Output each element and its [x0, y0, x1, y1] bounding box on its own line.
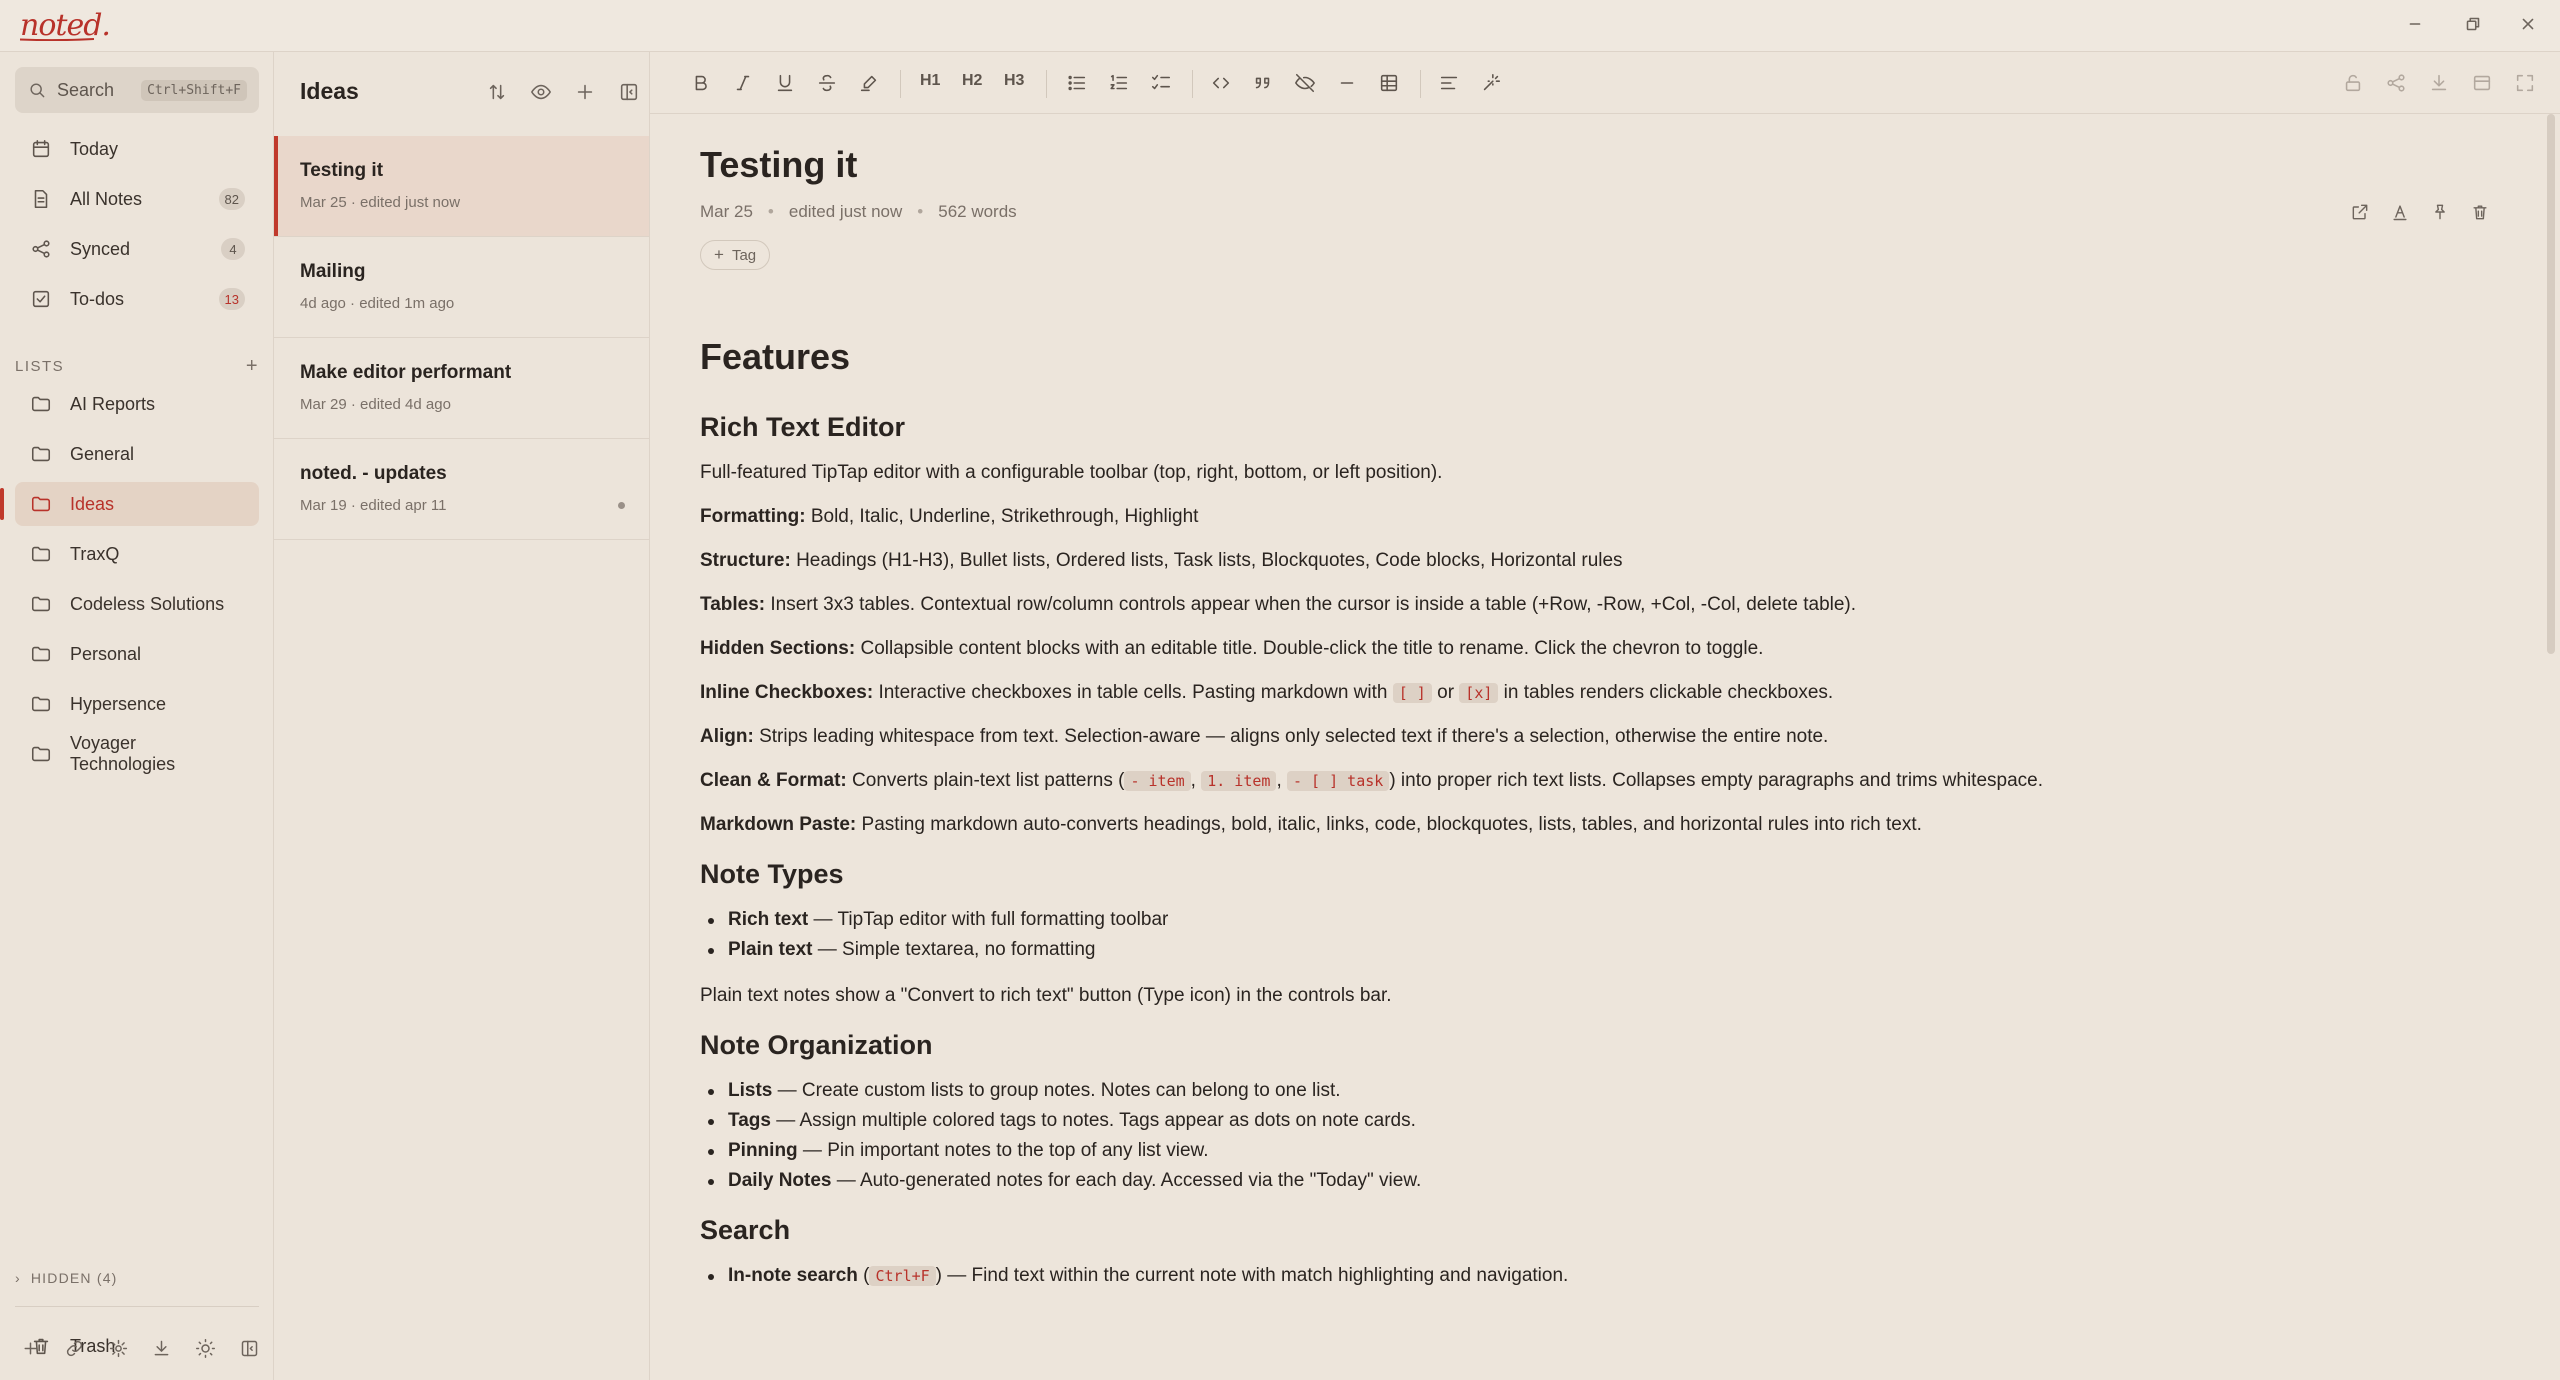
magic-wand-icon [1480, 72, 1502, 94]
note-date: Mar 25 [700, 202, 753, 221]
toolbar-separator [1420, 70, 1421, 98]
list-item-label: Hypersence [70, 693, 167, 714]
bold-icon [690, 72, 712, 94]
nav-all-notes[interactable] [15, 177, 259, 221]
list-item-voyager-technologies[interactable] [15, 732, 259, 776]
editor-scrollbar[interactable] [2547, 114, 2555, 654]
note-card[interactable] [274, 338, 649, 439]
hidden-section-button[interactable] [1294, 72, 1316, 94]
clean-format-button[interactable] [1480, 72, 1502, 94]
lock-open-icon [2342, 72, 2364, 94]
note-meta [700, 202, 1017, 222]
meta-separator: • [917, 202, 924, 221]
paragraph: Markdown Paste: Pasting markdown auto-converts headings, bold, italic, links, code, blockquotes, lists, tables, and horizontal rules into rich text. [700, 814, 1922, 835]
add-tag-label: Tag [731, 246, 757, 264]
list-item: Pinning — Pin important notes to the top of any list view. [700, 1139, 2520, 1163]
checkbox-icon [30, 288, 52, 310]
external-link-icon[interactable] [2350, 202, 2370, 222]
add-list-button[interactable]: + [245, 355, 259, 377]
nav-trash-label: Trash [70, 1335, 116, 1356]
list-item: Rich text — TipTap editor with full formatting toolbar [700, 908, 2520, 932]
note-card-meta: 4d ago · edited 1m ago [300, 295, 455, 312]
note-edited: edited just now [788, 202, 903, 221]
list-item: Tags — Assign multiple colored tags to notes. Tags appear as dots on note cards. [700, 1109, 2520, 1133]
share-button[interactable] [2385, 72, 2407, 94]
plus-icon[interactable] [20, 1338, 41, 1359]
document-icon [30, 188, 52, 210]
code-button[interactable] [1210, 72, 1232, 94]
logo-underline [20, 38, 94, 41]
note-card-meta: Mar 25 · edited just now [300, 194, 461, 211]
toolbar-separator [1192, 70, 1193, 98]
fullscreen-button[interactable] [2514, 72, 2536, 94]
nav-synced-label: Synced [70, 238, 131, 259]
synced-count: 4 [221, 238, 245, 260]
heading2-button[interactable]: H2 [962, 72, 983, 89]
toolbar-separator [900, 70, 901, 98]
note-card-meta: Mar 19 · edited apr 11 [300, 497, 447, 514]
paragraph: Structure: Headings (H1-H3), Bullet lists, Ordered lists, Task lists, Blockquotes, Code blocks, Horizontal rules [700, 550, 1623, 571]
sidebar-footer [20, 1335, 260, 1359]
sort-icon[interactable] [486, 81, 508, 103]
share-icon [30, 238, 52, 260]
calendar-icon [30, 138, 52, 160]
list-item-label: Ideas [70, 493, 115, 514]
app-logo: noted. [20, 8, 110, 43]
list-item-personal[interactable] [15, 632, 259, 676]
share-icon [2385, 72, 2407, 94]
bullet-list-button[interactable] [1066, 72, 1088, 94]
inline-code: Ctrl+F [869, 1266, 935, 1286]
plus-icon[interactable] [574, 81, 596, 103]
inline-code: - [ ] task [1287, 771, 1389, 791]
folder-icon [30, 443, 52, 465]
paragraph: Tables: Insert 3x3 tables. Contextual row/column controls appear when the cursor is inside a table (+Row, -Row, +Col, -Col, delete table). [700, 594, 1857, 615]
close-window-button[interactable] [2517, 13, 2543, 39]
note-card[interactable] [274, 439, 649, 540]
type-icon[interactable] [2390, 202, 2410, 222]
search-button[interactable] [15, 67, 259, 113]
meta-separator: • [767, 202, 774, 221]
note-title[interactable]: Testing it [700, 144, 858, 185]
heading-note-organization: Note Organization [700, 1030, 933, 1060]
highlighter-icon [858, 72, 880, 94]
inline-code: [ ] [1393, 683, 1432, 703]
folder-icon [30, 493, 52, 515]
note-card-title: Mailing [300, 261, 366, 282]
nav-today-label: Today [70, 138, 119, 159]
sun-icon[interactable] [195, 1338, 216, 1359]
underline-button[interactable] [774, 72, 796, 94]
lists-header-label: LISTS [15, 358, 65, 375]
note-list-title: Ideas [300, 78, 359, 104]
ordered-list-icon [1108, 72, 1130, 94]
heading1-button[interactable]: H1 [920, 72, 941, 89]
search-shortcut: Ctrl+Shift+F [141, 80, 247, 101]
inline-code: [x] [1459, 683, 1498, 703]
note-card-title: Testing it [300, 160, 384, 181]
folder-icon [30, 393, 52, 415]
list-item-label: Codeless Solutions [70, 593, 225, 614]
plus-icon: + [714, 245, 724, 264]
align-left-icon [1438, 72, 1460, 94]
link-icon[interactable] [64, 1338, 85, 1359]
sidebar-collapse-icon[interactable] [239, 1338, 260, 1359]
paragraph: Align: Strips leading whitespace from text. Selection-aware — aligns only selected text if there's a selection, otherwise the entire note. [700, 726, 1829, 747]
list-item-hypersence[interactable] [15, 682, 259, 726]
sidebar [0, 52, 274, 1380]
eye-icon[interactable] [530, 81, 552, 103]
horizontal-rule-icon [1336, 72, 1358, 94]
note-list-panel [274, 52, 650, 1380]
list-item-label: AI Reports [70, 393, 156, 414]
restore-button[interactable] [2462, 13, 2488, 39]
folder-icon [30, 643, 52, 665]
search-icon [27, 80, 47, 100]
task-list-button[interactable] [1150, 72, 1172, 94]
folder-icon [30, 593, 52, 615]
chevron-right-icon: › [15, 1270, 21, 1286]
editor-toolbar [650, 52, 2560, 114]
inline-code: 1. item [1201, 771, 1276, 791]
highlight-button[interactable] [858, 72, 880, 94]
folder-icon [30, 543, 52, 565]
paragraph: Inline Checkboxes: Interactive checkboxes in table cells. Pasting markdown with [ ] or [x] in tables renders clickable checkboxes. [700, 682, 1834, 703]
ordered-list-button[interactable] [1108, 72, 1130, 94]
note-card-title: Make editor performant [300, 362, 512, 383]
export-button[interactable] [2428, 72, 2450, 94]
bold-button[interactable] [690, 72, 712, 94]
list-item-ai-reports[interactable] [15, 382, 259, 426]
heading-rich-text-editor: Rich Text Editor [700, 412, 906, 442]
list-item-label: General [70, 443, 135, 464]
paragraph: Full-featured TipTap editor with a configurable toolbar (top, right, bottom, or left position). [700, 462, 1443, 483]
note-card[interactable] [274, 237, 649, 338]
list-item: Plain text — Simple textarea, no formatting [700, 938, 2520, 962]
hidden-lists-label: HIDDEN (4) [30, 1270, 118, 1286]
nav-todos[interactable] [15, 277, 259, 321]
add-tag-button[interactable] [700, 240, 770, 270]
title-bar [0, 0, 2560, 52]
window-icon [2471, 72, 2493, 94]
gear-icon[interactable] [108, 1338, 129, 1359]
strikethrough-button[interactable] [816, 72, 838, 94]
list-item: Daily Notes — Auto-generated notes for each day. Accessed via the "Today" view. [700, 1169, 2520, 1193]
list-item-label: TraxQ [70, 543, 120, 564]
search-label: Search [57, 79, 115, 100]
layout-button[interactable] [2471, 72, 2493, 94]
table-button[interactable] [1378, 72, 1400, 94]
paragraph: Plain text notes show a "Convert to rich text" button (Type icon) in the controls bar. [700, 985, 1392, 1006]
note-list-header [300, 78, 640, 105]
align-button[interactable] [1438, 72, 1460, 94]
expand-icon [2514, 72, 2536, 94]
nav-synced[interactable] [15, 227, 259, 271]
blockquote-button[interactable] [1252, 72, 1274, 94]
heading3-button[interactable]: H3 [1004, 72, 1025, 89]
note-card-meta: Mar 29 · edited 4d ago [300, 396, 451, 413]
toolbar-separator [1046, 70, 1047, 98]
italic-button[interactable] [732, 72, 754, 94]
heading-features: Features [700, 336, 851, 377]
lock-button[interactable] [2342, 72, 2364, 94]
pin-icon[interactable] [2430, 202, 2450, 222]
heading-search: Search [700, 1215, 791, 1245]
list-item-label: Personal [70, 643, 142, 664]
download-icon [2428, 72, 2450, 94]
note-card-title: noted. - updates [300, 463, 447, 484]
bullet-list [700, 908, 2520, 962]
list-item-codeless-solutions[interactable] [15, 582, 259, 626]
lists-header [15, 355, 259, 378]
eye-off-icon [1294, 72, 1316, 94]
italic-icon [732, 72, 754, 94]
nav-all-notes-label: All Notes [70, 188, 143, 209]
inline-code: - item [1124, 771, 1190, 791]
code-icon [1210, 72, 1232, 94]
download-icon[interactable] [151, 1338, 172, 1359]
bullet-list [700, 1264, 2520, 1288]
nav-today[interactable] [15, 127, 259, 171]
note-actions [2350, 202, 2490, 222]
folder-icon [30, 743, 52, 765]
list-item-traxq[interactable] [15, 532, 259, 576]
paragraph: Clean & Format: Converts plain-text list patterns ( - item , 1. item , - [ ] task ) into proper rich text lists. Collapses empty paragraphs and trims whitespace. [700, 770, 2043, 791]
folder-icon [30, 693, 52, 715]
minimize-button[interactable] [2404, 13, 2430, 39]
list-item-label: Voyager Technologies [70, 733, 176, 774]
underline-icon [774, 72, 796, 94]
note-content[interactable] [700, 336, 2520, 1310]
todos-count: 13 [219, 288, 245, 310]
panel-collapse-icon[interactable] [618, 81, 640, 103]
heading-note-types: Note Types [700, 859, 844, 889]
bullet-list-icon [1066, 72, 1088, 94]
note-word-count: 562 words [938, 202, 1017, 221]
horizontal-rule-button[interactable] [1336, 72, 1358, 94]
table-icon [1378, 72, 1400, 94]
bullet-list [700, 1079, 2520, 1193]
quote-icon [1252, 72, 1274, 94]
list-item: In-note search ( Ctrl+F ) — Find text within the current note with match highlighting and navigation. [700, 1264, 2520, 1288]
tag-dot [618, 502, 625, 509]
list-item: Lists — Create custom lists to group notes. Notes can belong to one list. [700, 1079, 2520, 1103]
strikethrough-icon [816, 72, 838, 94]
paragraph: Formatting: Bold, Italic, Underline, Strikethrough, Highlight [700, 506, 1199, 527]
paragraph: Hidden Sections: Collapsible content blocks with an editable title. Double-click the title to rename. Click the chevron to toggle. [700, 638, 1764, 659]
nav-todos-label: To-dos [70, 288, 125, 309]
task-list-icon [1150, 72, 1172, 94]
list-item-ideas[interactable] [15, 482, 259, 526]
note-card[interactable] [274, 136, 649, 237]
all-notes-count: 82 [219, 188, 245, 210]
note-editor[interactable] [650, 114, 2546, 1380]
list-item-general[interactable] [15, 432, 259, 476]
trash-icon[interactable] [2470, 202, 2490, 222]
